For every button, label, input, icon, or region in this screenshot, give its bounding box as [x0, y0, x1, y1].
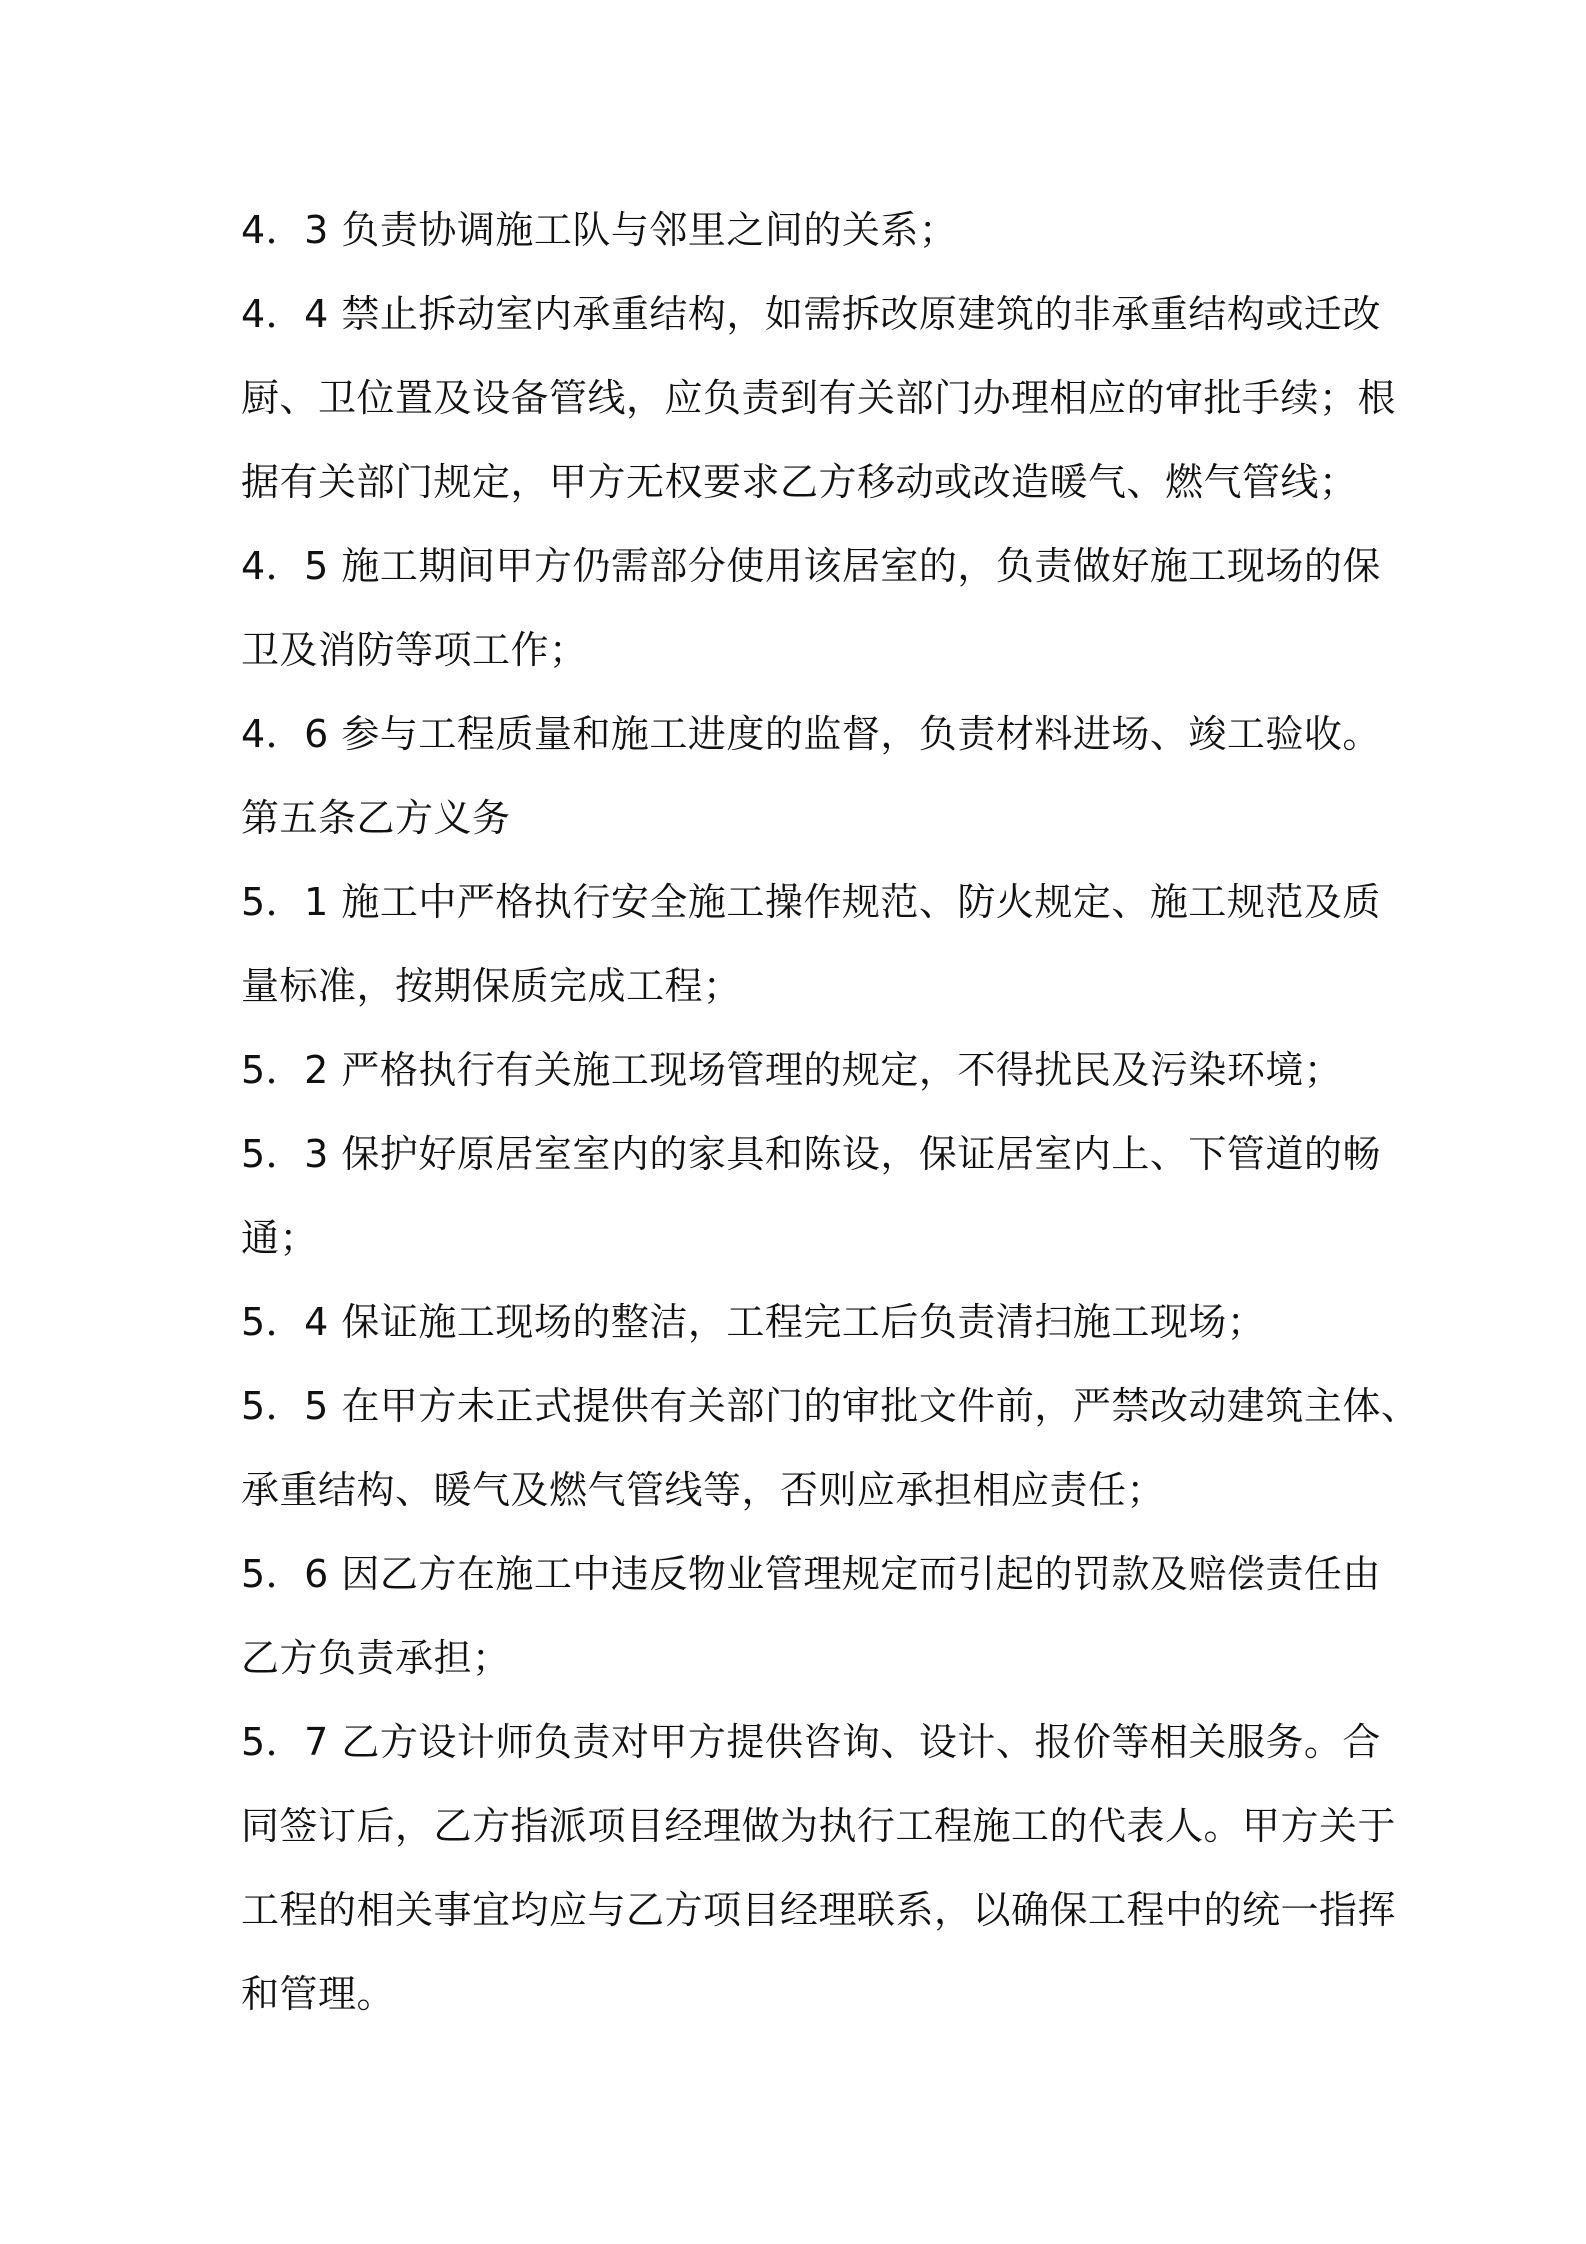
- text-line: 通；: [241, 1216, 319, 1260]
- text-line: 5．3 保护好原居室室内的家具和陈设，保证居室内上、下管道的畅: [241, 1132, 1381, 1176]
- text-line: 4．4 禁止拆动室内承重结构，如需拆改原建筑的非承重结构或迁改: [241, 292, 1381, 336]
- text-line: 乙方负责承担；: [241, 1636, 511, 1680]
- text-line: 4．3 负责协调施工队与邻里之间的关系；: [241, 208, 958, 252]
- text-line: 5．1 施工中严格执行安全施工操作规范、防火规定、施工规范及质: [241, 880, 1381, 924]
- text-line: 和管理。: [241, 1972, 396, 2016]
- text-line: 厨、卫位置及设备管线，应负责到有关部门办理相应的审批手续；根: [241, 376, 1397, 420]
- text-line: 5．2 严格执行有关施工现场管理的规定，不得扰民及污染环境；: [241, 1048, 1343, 1092]
- text-line: 5．5 在甲方未正式提供有关部门的审批文件前，严禁改动建筑主体、: [241, 1384, 1420, 1428]
- text-line: 5．4 保证施工现场的整洁，工程完工后负责清扫施工现场；: [241, 1300, 1266, 1344]
- text-line: 4．5 施工期间甲方仍需部分使用该居室的，负责做好施工现场的保: [241, 544, 1381, 588]
- text-line: 同签订后，乙方指派项目经理做为执行工程施工的代表人。甲方关于: [241, 1804, 1397, 1848]
- text-line: 工程的相关事宜均应与乙方项目经理联系，以确保工程中的统一指挥: [241, 1888, 1397, 1932]
- text-line: 4．6 参与工程质量和施工进度的监督，负责材料进场、竣工验收。: [241, 712, 1381, 756]
- text-line: 量标准，按期保质完成工程；: [241, 964, 742, 1008]
- text-line: 5．6 因乙方在施工中违反物业管理规定而引起的罚款及赔偿责任由: [241, 1552, 1381, 1596]
- text-line: 卫及消防等项工作；: [241, 628, 588, 672]
- document-body: [241, 188, 1420, 2036]
- text-line: 据有关部门规定，甲方无权要求乙方移动或改造暖气、燃气管线；: [241, 460, 1358, 504]
- text-line: 5．7 乙方设计师负责对甲方提供咨询、设计、报价等相关服务。合: [241, 1720, 1381, 1764]
- section-heading: 第五条乙方义务: [241, 796, 511, 840]
- text-line: 承重结构、暖气及燃气管线等，否则应承担相应责任；: [241, 1468, 1166, 1512]
